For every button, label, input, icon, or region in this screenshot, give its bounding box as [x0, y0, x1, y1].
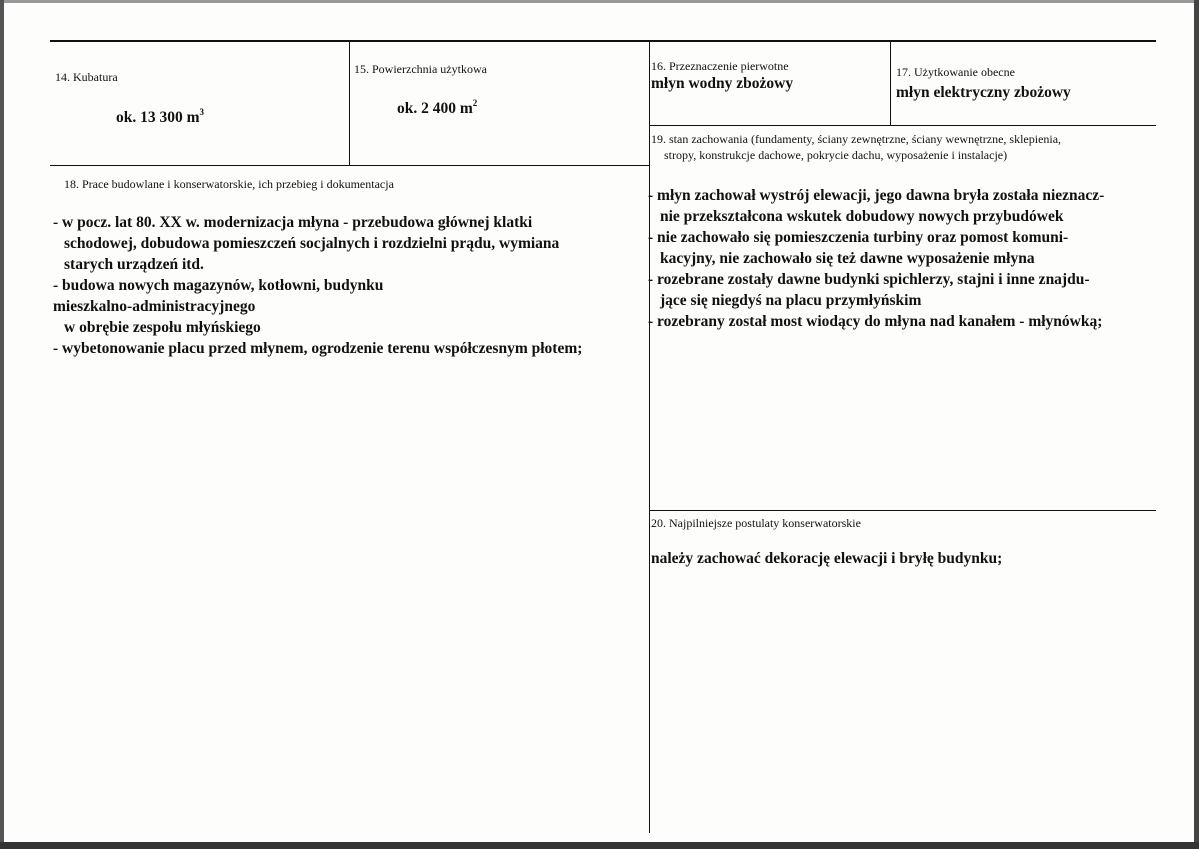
field-18-line: starych urządzeń itd. — [64, 256, 204, 273]
field-15-value — [397, 98, 477, 118]
field-19-line: - rozebrane zostały dawne budynki spichlerzy, stajni i inne znajdu- — [648, 271, 1090, 288]
divider-16-17 — [890, 41, 891, 125]
field-18-line: - wybetonowanie placu przed młynem, ogrodzenie terenu współczesnym płotem; — [53, 340, 583, 357]
field-14-label: 14. Kubatura — [55, 70, 118, 84]
field-18-label: 18. Prace budowlane i konserwatorskie, ich przebieg i dokumentacja — [64, 177, 394, 191]
field-14-value — [116, 107, 204, 127]
scan-border-top — [0, 0, 1199, 3]
field-18-line: - budowa nowych magazynów, kotłowni, budynku — [53, 277, 384, 294]
field-19-label-line1: 19. stan zachowania (fundamenty, ściany zewnętrzne, ściany wewnętrzne, sklepienia, — [651, 132, 1062, 146]
field-19-line: kacyjny, nie zachowało się też dawne wyposażenie młyna — [660, 250, 1035, 267]
top-rule — [50, 40, 1156, 42]
rule-under-16-17 — [649, 125, 1156, 126]
field-17-value: młyn elektryczny zbożowy — [896, 84, 1071, 101]
field-16-value: młyn wodny zbożowy — [651, 75, 794, 92]
divider-14-15 — [349, 41, 350, 165]
field-20-value: należy zachować dekorację elewacji i bryłę budynku; — [651, 550, 1003, 567]
field-19-line: - nie zachowało się pomieszczenia turbiny oraz pomost komuni- — [648, 229, 1069, 246]
rule-under-14-15 — [50, 165, 650, 166]
field-18-line: - w pocz. lat 80. XX w. modernizacja młyna - przebudowa głównej klatki — [53, 214, 533, 231]
rule-under-19 — [649, 510, 1156, 511]
field-18-line: schodowej, dobudowa pomieszczeń socjalnych i rozdzielni prądu, wymiana — [64, 235, 560, 252]
field-16-label: 16. Przeznaczenie pierwotne — [651, 59, 789, 73]
field-19-line: nie przekształcona wskutek dobudowy nowych przybudówek — [660, 208, 1064, 225]
field-19-line: - rozebrany został most wiodący do młyna nad kanałem - młynówką; — [648, 313, 1103, 330]
field-18-line: w obrębie zespołu młyńskiego — [64, 319, 261, 336]
field-14-value-sup: 3 — [199, 107, 205, 117]
field-18-line: mieszkalno-administracyjnego — [53, 298, 256, 315]
field-18-body — [53, 212, 582, 359]
field-19-line: jące się niegdyś na placu przymłyńskim — [660, 292, 922, 309]
field-15-label: 15. Powierzchnia użytkowa — [354, 62, 487, 76]
scan-border-bottom — [0, 842, 1199, 849]
field-19-line: - młyn zachował wystrój elewacji, jego dawna bryła została nieznacz- — [648, 187, 1105, 204]
field-20-label: 20. Najpilniejsze postulaty konserwatorskie — [651, 516, 861, 530]
main-divider — [649, 41, 650, 833]
field-15-value-text: ok. 2 400 m — [397, 100, 473, 117]
scan-border-left — [0, 0, 4, 849]
field-15-value-sup: 2 — [472, 98, 478, 108]
field-14-value-text: ok. 13 300 m — [116, 109, 200, 126]
field-19-label-line2: stropy, konstrukcje dachowe, pokrycie dachu, wyposażenie i instalacje) — [664, 148, 1008, 162]
field-17-label: 17. Użytkowanie obecne — [896, 65, 1015, 79]
field-19-body — [648, 185, 1104, 332]
scan-border-right — [1194, 0, 1199, 849]
